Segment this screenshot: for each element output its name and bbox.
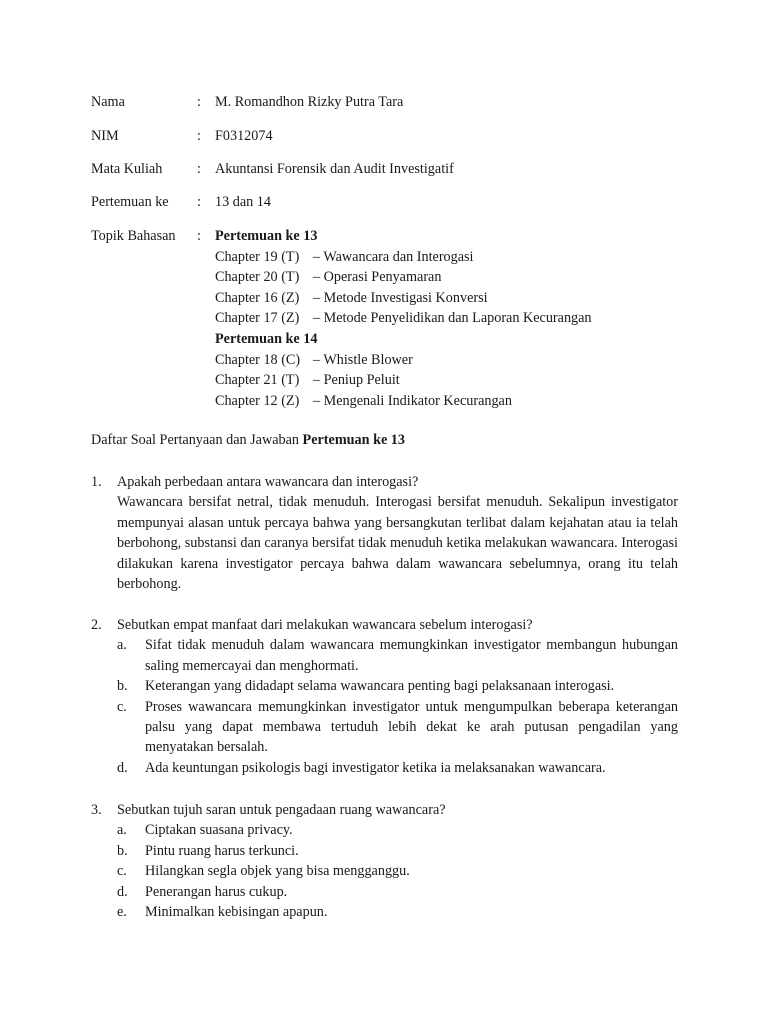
info-label: Nama xyxy=(91,94,125,110)
meeting-14-heading: Pertemuan ke 14 xyxy=(215,330,318,347)
list-item xyxy=(117,758,678,778)
list-item xyxy=(117,697,678,758)
option-text: Minimalkan kebisingan apapun. xyxy=(145,904,328,921)
info-label: Pertemuan ke xyxy=(91,194,169,210)
topic-chapter: Chapter 18 (C) xyxy=(215,351,301,368)
option-text: Keterangan yang didadapt selama wawancara penting bagi pelaksanaan interogasi. xyxy=(145,678,615,695)
option-letter: d. xyxy=(117,759,128,776)
topic-title: – Metode Investigasi Konversi xyxy=(313,289,488,306)
list-item xyxy=(117,841,678,861)
topic-chapter: Chapter 16 (Z) xyxy=(215,289,300,306)
topic-item xyxy=(215,391,675,412)
option-text: Sifat tidak menuduh dalam wawancara memungkinkan investigator membangun hubungan saling memercayai dan menghormati. xyxy=(145,637,678,674)
question-body xyxy=(117,800,678,922)
option-letter: a. xyxy=(117,637,127,654)
option-text: Hilangkan segla objek yang bisa mengganggu. xyxy=(145,863,410,880)
topic-list xyxy=(215,226,675,411)
list-item xyxy=(117,882,678,902)
meeting-13-heading: Pertemuan ke 13 xyxy=(215,228,318,244)
info-colon: : xyxy=(197,228,201,244)
topic-title: – Whistle Blower xyxy=(313,351,413,368)
info-label: Mata Kuliah xyxy=(91,161,163,177)
info-colon: : xyxy=(197,161,201,177)
option-text: Pintu ruang harus terkunci. xyxy=(145,842,299,859)
option-letter: d. xyxy=(117,883,128,900)
question-text: Apakah perbedaan antara wawancara dan interogasi? xyxy=(117,474,419,490)
option-letter: b. xyxy=(117,678,128,695)
topic-title: – Metode Penyelidikan dan Laporan Kecurangan xyxy=(313,310,592,327)
info-label: Topik Bahasan xyxy=(91,228,176,244)
question-number: 1. xyxy=(91,474,102,490)
option-letter: b. xyxy=(117,842,128,859)
qa-intro-text: Daftar Soal Pertanyaan dan Jawaban xyxy=(91,432,303,448)
topic-item xyxy=(215,288,675,309)
list-item xyxy=(117,902,678,922)
topic-chapter: Chapter 17 (Z) xyxy=(215,310,300,327)
info-value: M. Romandhon Rizky Putra Tara xyxy=(215,94,404,110)
option-letter: c. xyxy=(117,698,127,715)
answer-text: Wawancara bersifat netral, tidak menuduh. Interogasi bersifat menuduh. Sekalipun investigator mempunyai alasan untuk percaya bahwa yang bersangkutan terlibat dalam kejahatan atau ia telah berbohong, substansi dan caranya bersifat tidak menuduh ketika melakukan wawancara. Interogasi dilakukan karena investigator percaya bahwa dalam wawancara sebelumnya, orang itu telah berbohong. xyxy=(117,494,678,593)
option-text: Proses wawancara memungkinkan investigator untuk mengumpulkan beberapa keterangan palsu yang dapat membawa tertuduh lebih dekat ke arah putusan pengadilan yang menyatakan bersalah. xyxy=(145,698,678,756)
qa-intro xyxy=(91,430,405,450)
info-colon: : xyxy=(197,194,201,210)
info-value: F0312074 xyxy=(215,128,273,144)
topic-item xyxy=(215,267,675,288)
topic-chapter: Chapter 20 (T) xyxy=(215,269,300,286)
topic-title: – Peniup Peluit xyxy=(313,372,400,389)
question-text: Sebutkan empat manfaat dari melakukan wawancara sebelum interogasi? xyxy=(117,617,533,633)
question-body xyxy=(117,615,678,778)
topic-item xyxy=(215,350,675,371)
question-text: Sebutkan tujuh saran untuk pengadaan ruang wawancara? xyxy=(117,802,446,818)
topic-title: – Mengenali Indikator Kecurangan xyxy=(313,392,512,409)
info-colon: : xyxy=(197,128,201,144)
topic-item xyxy=(215,370,675,391)
list-item xyxy=(117,861,678,881)
option-letter: c. xyxy=(117,863,127,880)
list-item xyxy=(117,635,678,676)
topic-chapter: Chapter 12 (Z) xyxy=(215,392,300,409)
topic-item xyxy=(215,247,675,268)
info-value: 13 dan 14 xyxy=(215,194,271,210)
question-body xyxy=(117,472,678,594)
info-value: Akuntansi Forensik dan Audit Investigatif xyxy=(215,161,454,177)
topic-item xyxy=(215,308,675,329)
list-item xyxy=(117,676,678,696)
list-item xyxy=(117,820,678,840)
option-text: Penerangan harus cukup. xyxy=(145,883,288,900)
info-colon: : xyxy=(197,94,201,110)
option-text: Ciptakan suasana privacy. xyxy=(145,822,293,839)
question-number: 3. xyxy=(91,802,102,818)
topic-title: – Wawancara dan Interogasi xyxy=(313,248,474,265)
option-letter: a. xyxy=(117,822,127,839)
topic-chapter: Chapter 21 (T) xyxy=(215,372,300,389)
info-label: NIM xyxy=(91,128,119,144)
option-text: Ada keuntungan psikologis bagi investigator ketika ia melaksanakan wawancara. xyxy=(145,759,606,776)
topic-chapter: Chapter 19 (T) xyxy=(215,248,300,265)
option-letter: e. xyxy=(117,904,127,921)
topic-title: – Operasi Penyamaran xyxy=(313,269,442,286)
qa-intro-bold: Pertemuan ke 13 xyxy=(302,432,405,448)
question-number: 2. xyxy=(91,617,102,633)
